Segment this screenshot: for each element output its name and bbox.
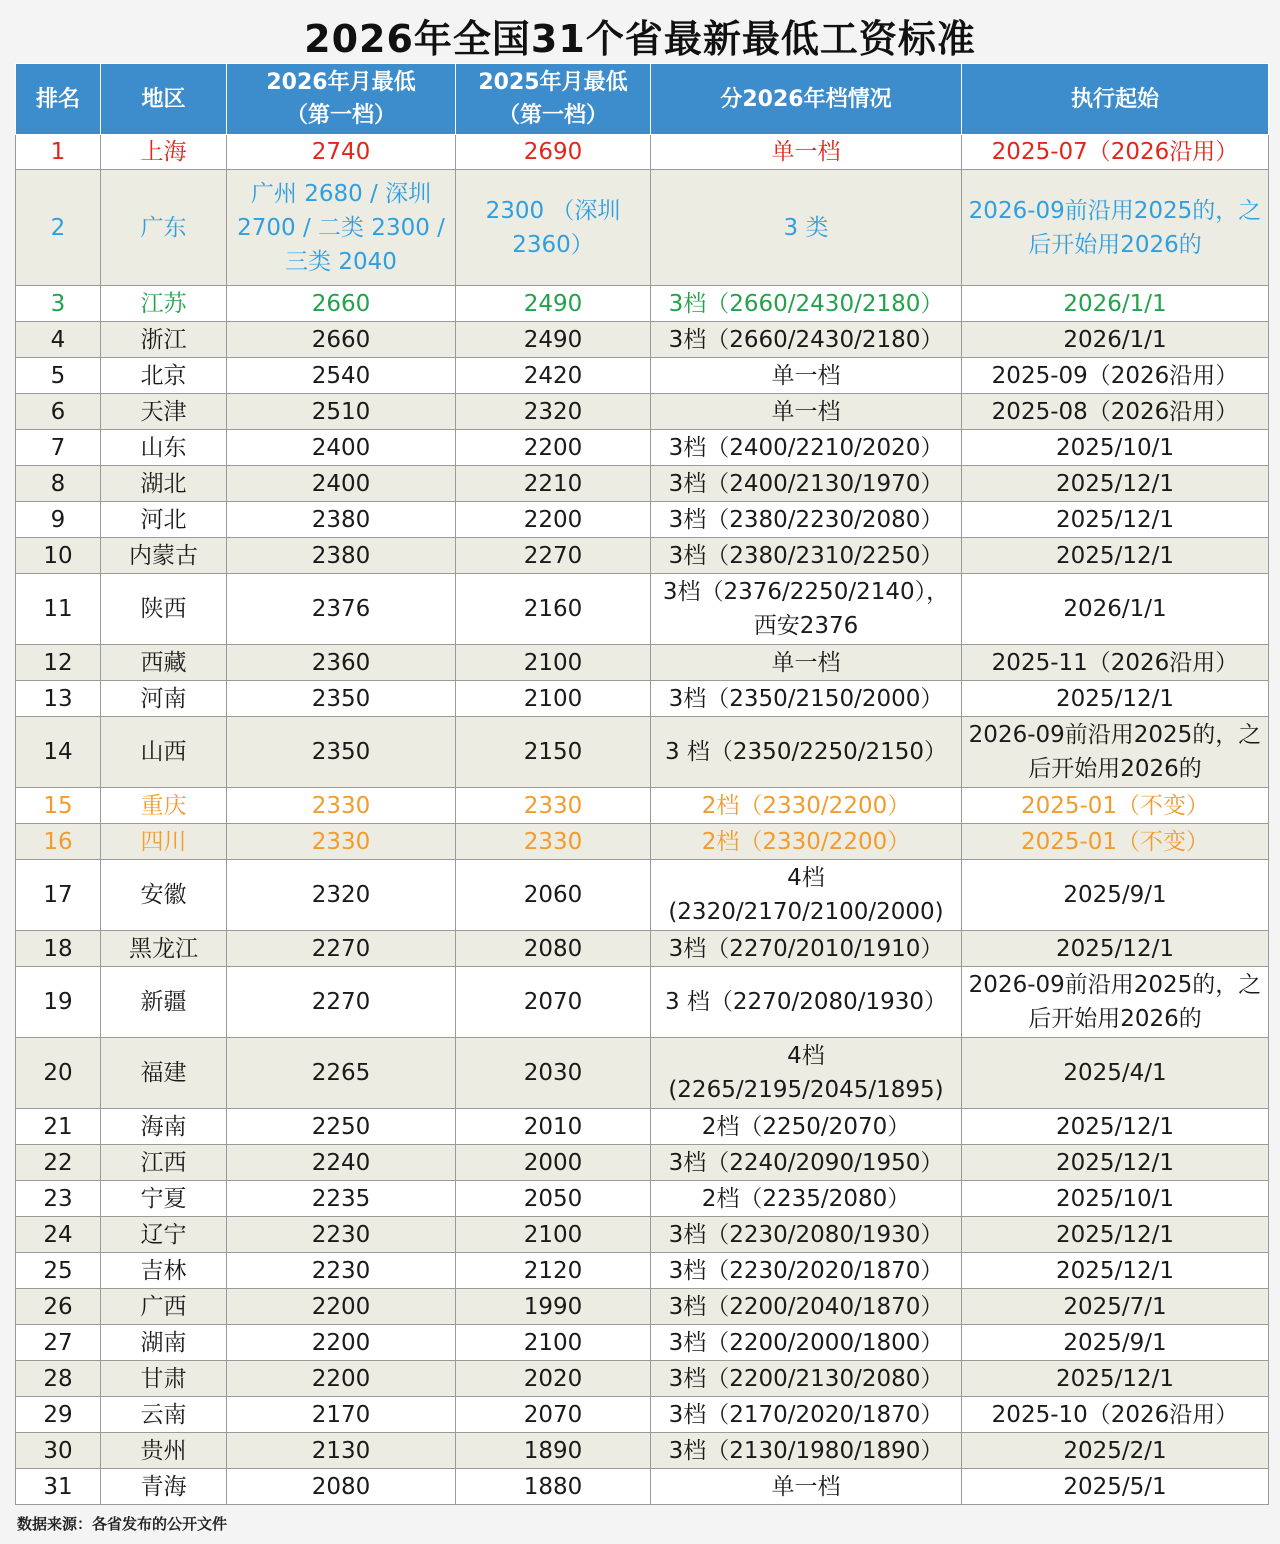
wage-2025-cell: 1880 (456, 1469, 651, 1505)
region-cell: 宁夏 (101, 1181, 227, 1217)
region-cell: 西藏 (101, 645, 227, 681)
wage-2026-cell: 2350 (227, 717, 456, 788)
wage-2025-cell: 2030 (456, 1038, 651, 1109)
start-date-cell: 2025/12/1 (962, 466, 1269, 502)
wage-2026-cell: 2510 (227, 394, 456, 430)
table-row (16, 466, 1269, 502)
region-cell: 广西 (101, 1289, 227, 1325)
region-cell: 四川 (101, 824, 227, 860)
rank-cell: 20 (16, 1038, 101, 1109)
wage-2025-cell: 2490 (456, 322, 651, 358)
region-cell: 上海 (101, 135, 227, 170)
wage-2025-cell: 2270 (456, 538, 651, 574)
start-date-cell: 2026-09前沿用2025的，之后开始用2026的 (962, 170, 1269, 286)
table-row (16, 1217, 1269, 1253)
wage-2025-cell: 2120 (456, 1253, 651, 1289)
wage-2025-cell: 2080 (456, 931, 651, 967)
rank-cell: 22 (16, 1145, 101, 1181)
tiers-cell: 3档（2200/2040/1870） (651, 1289, 962, 1325)
rank-cell: 15 (16, 788, 101, 824)
table-row (16, 1109, 1269, 1145)
start-date-cell: 2025/12/1 (962, 1253, 1269, 1289)
header-wage-2026: 2026年月最低 （第一档） (227, 64, 456, 135)
tiers-cell: 3档（2240/2090/1950） (651, 1145, 962, 1181)
tiers-cell: 3 档（2350/2250/2150） (651, 717, 962, 788)
region-cell: 陕西 (101, 574, 227, 645)
region-cell: 吉林 (101, 1253, 227, 1289)
wage-2026-cell: 2350 (227, 681, 456, 717)
rank-cell: 1 (16, 135, 101, 170)
table-row (16, 1289, 1269, 1325)
wage-2026-cell: 2230 (227, 1217, 456, 1253)
region-cell: 湖北 (101, 466, 227, 502)
table-row (16, 1181, 1269, 1217)
start-date-cell: 2025/9/1 (962, 860, 1269, 931)
wage-2025-cell: 2100 (456, 645, 651, 681)
region-cell: 甘肃 (101, 1361, 227, 1397)
start-date-cell: 2025/12/1 (962, 538, 1269, 574)
region-cell: 广东 (101, 170, 227, 286)
region-cell: 新疆 (101, 967, 227, 1038)
region-cell: 山西 (101, 717, 227, 788)
tiers-cell: 3档（2376/2250/2140），西安2376 (651, 574, 962, 645)
wage-2025-cell: 2050 (456, 1181, 651, 1217)
table-row (16, 1145, 1269, 1181)
tiers-cell: 3 类 (651, 170, 962, 286)
table-row (16, 1361, 1269, 1397)
wage-2025-cell: 2150 (456, 717, 651, 788)
wage-2026-cell: 2130 (227, 1433, 456, 1469)
start-date-cell: 2025/9/1 (962, 1325, 1269, 1361)
region-cell: 山东 (101, 430, 227, 466)
region-cell: 浙江 (101, 322, 227, 358)
tiers-cell: 3档（2400/2130/1970） (651, 466, 962, 502)
wage-2025-cell: 2160 (456, 574, 651, 645)
wage-2025-cell: 2070 (456, 967, 651, 1038)
table-row (16, 574, 1269, 645)
source-note: 数据来源：各省发布的公开文件 (17, 1515, 228, 1533)
rank-cell: 14 (16, 717, 101, 788)
tiers-cell: 单一档 (651, 645, 962, 681)
table-row (16, 681, 1269, 717)
minimum-wage-table (15, 63, 1269, 1505)
wage-2025-cell: 2330 (456, 788, 651, 824)
table-header-row (16, 64, 1269, 135)
tiers-cell: 3档（2200/2130/2080） (651, 1361, 962, 1397)
start-date-cell: 2026/1/1 (962, 574, 1269, 645)
tiers-cell: 2档（2250/2070） (651, 1109, 962, 1145)
wage-2025-cell: 2300 （深圳2360） (456, 170, 651, 286)
tiers-cell: 3档（2270/2010/1910） (651, 931, 962, 967)
start-date-cell: 2025/10/1 (962, 430, 1269, 466)
rank-cell: 19 (16, 967, 101, 1038)
rank-cell: 21 (16, 1109, 101, 1145)
rank-cell: 29 (16, 1397, 101, 1433)
tiers-cell: 4档 (2320/2170/2100/2000) (651, 860, 962, 931)
wage-2026-cell: 2660 (227, 322, 456, 358)
start-date-cell: 2025-01（不变） (962, 824, 1269, 860)
wage-2026-cell: 2400 (227, 430, 456, 466)
header-tiers: 分2026年档情况 (651, 64, 962, 135)
wage-2025-cell: 2000 (456, 1145, 651, 1181)
wage-2026-cell: 2200 (227, 1289, 456, 1325)
start-date-cell: 2025/12/1 (962, 1109, 1269, 1145)
rank-cell: 16 (16, 824, 101, 860)
start-date-cell: 2025/12/1 (962, 681, 1269, 717)
wage-2026-cell: 2360 (227, 645, 456, 681)
tiers-cell: 单一档 (651, 1469, 962, 1505)
wage-2026-cell: 2740 (227, 135, 456, 170)
wage-2026-cell: 2080 (227, 1469, 456, 1505)
table-row (16, 135, 1269, 170)
wage-2026-cell: 2380 (227, 538, 456, 574)
table-body (16, 135, 1269, 1505)
wage-2026-cell: 2200 (227, 1325, 456, 1361)
wage-2025-cell: 2100 (456, 1325, 651, 1361)
rank-cell: 25 (16, 1253, 101, 1289)
rank-cell: 9 (16, 502, 101, 538)
region-cell: 重庆 (101, 788, 227, 824)
wage-2026-cell: 2230 (227, 1253, 456, 1289)
region-cell: 黑龙江 (101, 931, 227, 967)
table-row (16, 931, 1269, 967)
start-date-cell: 2026/1/1 (962, 322, 1269, 358)
start-date-cell: 2025/5/1 (962, 1469, 1269, 1505)
wage-2025-cell: 2330 (456, 824, 651, 860)
region-cell: 天津 (101, 394, 227, 430)
region-cell: 贵州 (101, 1433, 227, 1469)
table-row (16, 967, 1269, 1038)
rank-cell: 13 (16, 681, 101, 717)
rank-cell: 6 (16, 394, 101, 430)
start-date-cell: 2025/12/1 (962, 502, 1269, 538)
region-cell: 辽宁 (101, 1217, 227, 1253)
tiers-cell: 4档 (2265/2195/2045/1895) (651, 1038, 962, 1109)
start-date-cell: 2025/12/1 (962, 1361, 1269, 1397)
table-row (16, 538, 1269, 574)
wage-2026-cell: 2235 (227, 1181, 456, 1217)
table-row (16, 1469, 1269, 1505)
tiers-cell: 3档（2230/2080/1930） (651, 1217, 962, 1253)
wage-2026-cell: 2330 (227, 824, 456, 860)
region-cell: 江苏 (101, 286, 227, 322)
wage-2026-cell: 2170 (227, 1397, 456, 1433)
rank-cell: 12 (16, 645, 101, 681)
start-date-cell: 2025-01（不变） (962, 788, 1269, 824)
table-row (16, 322, 1269, 358)
page-title: 2026年全国31个省最新最低工资标准 (304, 17, 976, 61)
wage-2025-cell: 2490 (456, 286, 651, 322)
region-cell: 海南 (101, 1109, 227, 1145)
region-cell: 河北 (101, 502, 227, 538)
table-row (16, 1253, 1269, 1289)
wage-2025-cell: 2690 (456, 135, 651, 170)
rank-cell: 7 (16, 430, 101, 466)
rank-cell: 24 (16, 1217, 101, 1253)
start-date-cell: 2026-09前沿用2025的，之后开始用2026的 (962, 717, 1269, 788)
region-cell: 福建 (101, 1038, 227, 1109)
table-row (16, 1433, 1269, 1469)
start-date-cell: 2026/1/1 (962, 286, 1269, 322)
wage-2025-cell: 2100 (456, 681, 651, 717)
tiers-cell: 2档（2330/2200） (651, 788, 962, 824)
header-wage-2025: 2025年月最低 （第一档） (456, 64, 651, 135)
rank-cell: 11 (16, 574, 101, 645)
tiers-cell: 单一档 (651, 394, 962, 430)
tiers-cell: 2档（2330/2200） (651, 824, 962, 860)
region-cell: 江西 (101, 1145, 227, 1181)
rank-cell: 3 (16, 286, 101, 322)
table-row (16, 170, 1269, 286)
wage-2025-cell: 1890 (456, 1433, 651, 1469)
tiers-cell: 3档（2170/2020/1870） (651, 1397, 962, 1433)
rank-cell: 8 (16, 466, 101, 502)
start-date-cell: 2025/4/1 (962, 1038, 1269, 1109)
tiers-cell: 2档（2235/2080） (651, 1181, 962, 1217)
region-cell: 云南 (101, 1397, 227, 1433)
wage-2026-cell: 2320 (227, 860, 456, 931)
rank-cell: 23 (16, 1181, 101, 1217)
table-row (16, 860, 1269, 931)
table-row (16, 1325, 1269, 1361)
table-row (16, 502, 1269, 538)
wage-2026-cell: 2330 (227, 788, 456, 824)
wage-2025-cell: 2320 (456, 394, 651, 430)
region-cell: 河南 (101, 681, 227, 717)
rank-cell: 31 (16, 1469, 101, 1505)
table-row (16, 430, 1269, 466)
wage-2026-cell: 2540 (227, 358, 456, 394)
wage-2026-cell: 2240 (227, 1145, 456, 1181)
tiers-cell: 3档（2380/2230/2080） (651, 502, 962, 538)
rank-cell: 27 (16, 1325, 101, 1361)
rank-cell: 26 (16, 1289, 101, 1325)
start-date-cell: 2025-08（2026沿用） (962, 394, 1269, 430)
wage-2025-cell: 2200 (456, 430, 651, 466)
tiers-cell: 单一档 (651, 135, 962, 170)
table-row (16, 394, 1269, 430)
region-cell: 内蒙古 (101, 538, 227, 574)
start-date-cell: 2025/12/1 (962, 1145, 1269, 1181)
tiers-cell: 3档（2200/2000/1800） (651, 1325, 962, 1361)
wage-2026-cell: 2200 (227, 1361, 456, 1397)
start-date-cell: 2025/2/1 (962, 1433, 1269, 1469)
rank-cell: 17 (16, 860, 101, 931)
wage-2026-cell: 广州 2680 / 深圳 2700 / 二类 2300 / 三类 2040 (227, 170, 456, 286)
wage-2026-cell: 2660 (227, 286, 456, 322)
wage-2026-cell: 2270 (227, 967, 456, 1038)
rank-cell: 5 (16, 358, 101, 394)
header-region: 地区 (101, 64, 227, 135)
region-cell: 北京 (101, 358, 227, 394)
start-date-cell: 2025-07（2026沿用） (962, 135, 1269, 170)
wage-2025-cell: 2010 (456, 1109, 651, 1145)
start-date-cell: 2026-09前沿用2025的，之后开始用2026的 (962, 967, 1269, 1038)
wage-2025-cell: 2060 (456, 860, 651, 931)
wage-2025-cell: 2020 (456, 1361, 651, 1397)
table-row (16, 358, 1269, 394)
wage-2025-cell: 2420 (456, 358, 651, 394)
table-row (16, 286, 1269, 322)
wage-2026-cell: 2250 (227, 1109, 456, 1145)
wage-2025-cell: 2070 (456, 1397, 651, 1433)
table-row (16, 788, 1269, 824)
rank-cell: 30 (16, 1433, 101, 1469)
region-cell: 青海 (101, 1469, 227, 1505)
wage-2025-cell: 1990 (456, 1289, 651, 1325)
region-cell: 安徽 (101, 860, 227, 931)
wage-2026-cell: 2265 (227, 1038, 456, 1109)
table-row (16, 824, 1269, 860)
rank-cell: 18 (16, 931, 101, 967)
tiers-cell: 3档（2660/2430/2180） (651, 322, 962, 358)
start-date-cell: 2025/7/1 (962, 1289, 1269, 1325)
wage-2025-cell: 2210 (456, 466, 651, 502)
rank-cell: 2 (16, 170, 101, 286)
tiers-cell: 3档（2660/2430/2180） (651, 286, 962, 322)
table-row (16, 717, 1269, 788)
region-cell: 湖南 (101, 1325, 227, 1361)
wage-2026-cell: 2270 (227, 931, 456, 967)
tiers-cell: 单一档 (651, 358, 962, 394)
table-row (16, 1397, 1269, 1433)
start-date-cell: 2025/12/1 (962, 1217, 1269, 1253)
wage-2026-cell: 2380 (227, 502, 456, 538)
tiers-cell: 3档（2400/2210/2020） (651, 430, 962, 466)
wage-2025-cell: 2100 (456, 1217, 651, 1253)
wage-2026-cell: 2376 (227, 574, 456, 645)
start-date-cell: 2025/12/1 (962, 931, 1269, 967)
wage-2025-cell: 2200 (456, 502, 651, 538)
tiers-cell: 3档（2230/2020/1870） (651, 1253, 962, 1289)
table-row (16, 645, 1269, 681)
rank-cell: 4 (16, 322, 101, 358)
header-rank: 排名 (16, 64, 101, 135)
start-date-cell: 2025-11（2026沿用） (962, 645, 1269, 681)
tiers-cell: 3档（2350/2150/2000） (651, 681, 962, 717)
header-start-date: 执行起始 (962, 64, 1269, 135)
start-date-cell: 2025-10（2026沿用） (962, 1397, 1269, 1433)
wage-2026-cell: 2400 (227, 466, 456, 502)
tiers-cell: 3档（2130/1980/1890） (651, 1433, 962, 1469)
rank-cell: 10 (16, 538, 101, 574)
tiers-cell: 3 档（2270/2080/1930） (651, 967, 962, 1038)
table-row (16, 1038, 1269, 1109)
start-date-cell: 2025/10/1 (962, 1181, 1269, 1217)
tiers-cell: 3档（2380/2310/2250） (651, 538, 962, 574)
rank-cell: 28 (16, 1361, 101, 1397)
start-date-cell: 2025-09（2026沿用） (962, 358, 1269, 394)
